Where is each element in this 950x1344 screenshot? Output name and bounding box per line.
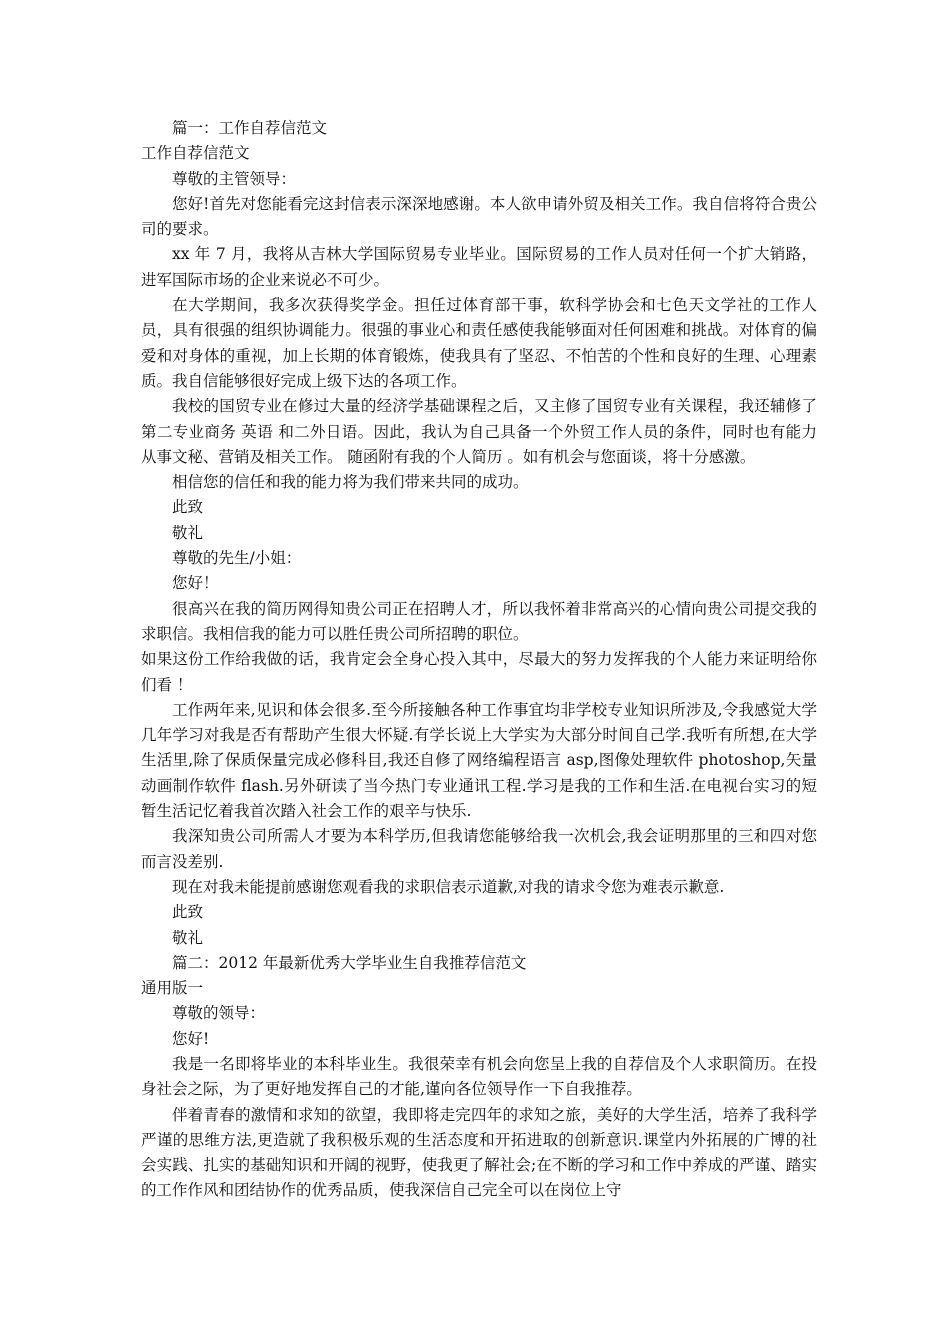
paragraph: 敬礼 bbox=[172, 523, 204, 542]
paragraph: 现在对我未能提前感谢您观看我的求职信表示道歉,对我的请求令您为难表示歉意. bbox=[172, 877, 725, 896]
paragraph: 尊敬的主管领导： bbox=[172, 169, 297, 188]
paragraph: 您好！ bbox=[172, 574, 219, 593]
paragraph: 您好!首先对您能看完这封信表示深深地感谢。本人欲申请外贸及相关工作。我自信将符合贵公司的要求。 bbox=[141, 194, 817, 239]
paragraph: 敬礼 bbox=[172, 928, 204, 947]
paragraph: 如果这份工作给我做的话，我肯定会全身心投入其中，尽最大的努力发挥我的个人能力来证明给你们看 ！ bbox=[141, 650, 817, 694]
paragraph: 很高兴在我的简历网得知贵公司正在招聘人才，所以我怀着非常高兴的心情向贵公司提交我的求职信。我相信我的能力可以胜任贵公司所招聘的职位。 bbox=[141, 599, 817, 643]
paragraph: 篇一：工作自荐信范文 bbox=[172, 119, 328, 137]
paragraph: 我是一名即将毕业的本科毕业生。我很荣幸有机会向您呈上我的自荐信及个人求职简历。在投身社会之际，为了更好地发挥自己的才能,谨向各位领导作一下自我推荐。 bbox=[141, 1054, 817, 1099]
paragraph: 伴着青春的激情和求知的欲望，我即将走完四年的求知之旅，美好的大学生活，培养了我科学严谨的思维方法,更造就了我积极乐观的生活态度和开拓进取的创新意识.课堂内外拓展的广博的社会实践、扎实的基础知识和开阔的视野，使我更了解社会;在不断的学习和工作中养成的严谨、踏实的工作作风和团结协作的优秀品质，使我深信自己完全可以在岗位上守 bbox=[141, 1105, 817, 1200]
document-body bbox=[141, 116, 817, 1204]
paragraph: 工作两年来,见识和体会很多.至今所接触各种工作事宜均非学校专业知识所涉及,令我感觉大学几年学习对我是否有帮助产生很大怀疑.有学长说上大学实为大部分时间自己学.我听有所想,在大学生活里,除了保质保量完成必修科目,我还自修了网络编程语言 asp,图像处理软件 photoshop,矢量动画制作软件 flash.另外研读了当今热门专业通讯工程.学习是我的工作和生活.在电视台实习的短暂生活记忆着我首次踏入社会工作的艰辛与快乐. bbox=[141, 700, 817, 821]
paragraph: 您好! bbox=[172, 1029, 210, 1048]
paragraph: 尊敬的先生/小姐： bbox=[172, 549, 302, 568]
paragraph: 工作自荐信范文 bbox=[141, 144, 250, 163]
paragraph: 篇二：2012 年最新优秀大学毕业生自我推荐信范文 bbox=[172, 953, 527, 972]
paragraph: 通用版一 bbox=[141, 979, 204, 998]
paragraph: 我校的国贸专业在修过大量的经济学基础课程之后，又主修了国贸专业有关课程，我还辅修了第二专业商务 英语 和二外日语。因此，我认为自己具备一个外贸工作人员的条件，同时也有能力从事文秘、营销及相关工作。 随函附有我的个人简历 。如有机会与您面谈，将十分感激。 bbox=[141, 397, 817, 466]
paragraph: 我深知贵公司所需人才要为本科学历,但我请您能够给我一次机会,我会证明那里的三和四对您而言没差别. bbox=[141, 827, 817, 871]
paragraph: 相信您的信任和我的能力将为我们带来共同的成功。 bbox=[172, 473, 529, 492]
paragraph: 此致 bbox=[172, 498, 204, 517]
paragraph: 此致 bbox=[172, 903, 204, 922]
paragraph: 在大学期间，我多次获得奖学金。担任过体育部干事，软科学协会和七色天文学社的工作人员，具有很强的组织协调能力。很强的事业心和责任感使我能够面对任何困难和挑战。对体育的偏爱和对身体的重视，加上长期的体育锻炼，使我具有了坚忍、不怕苦的个性和良好的生理、心理素质。我自信能够很好完成上级下达的各项工作。 bbox=[141, 296, 817, 390]
paragraph: 尊敬的领导： bbox=[172, 1004, 266, 1023]
paragraph: xx 年 7 月，我将从吉林大学国际贸易专业毕业。国际贸易的工作人员对任何一个扩大销路，进军国际市场的企业来说必不可少。 bbox=[141, 245, 817, 289]
